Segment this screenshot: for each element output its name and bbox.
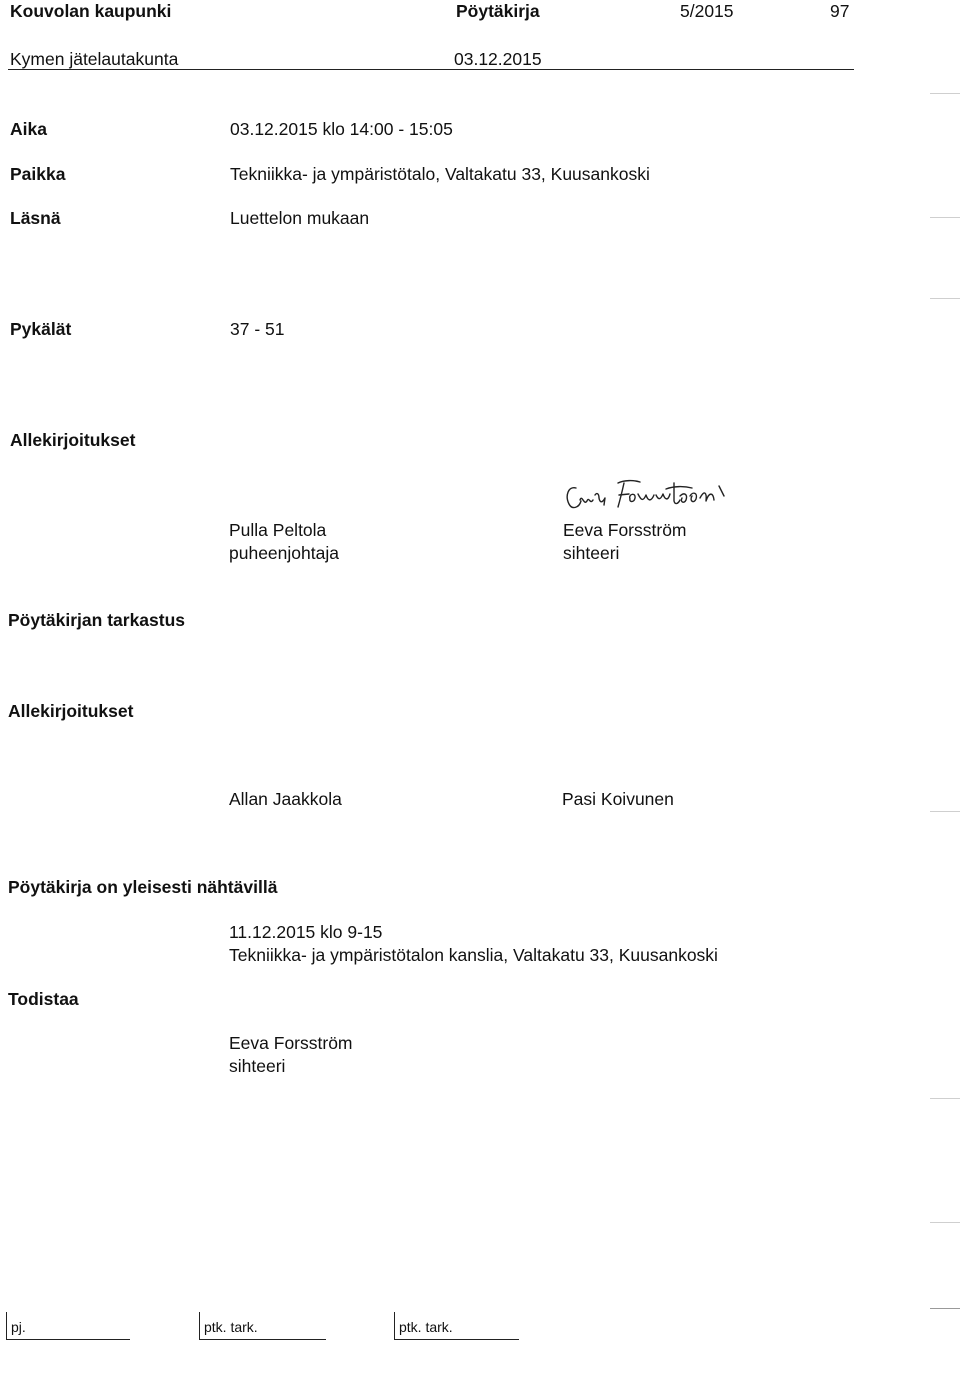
- footer-box-reviewer-1: [199, 1312, 326, 1340]
- time-label: Aika: [10, 119, 47, 139]
- secretary-name: Eeva Forsström: [563, 520, 687, 540]
- reviewer-1-name: Allan Jaakkola: [229, 789, 342, 809]
- scan-edge-mark: [930, 298, 960, 299]
- chair-name: Pulla Peltola: [229, 520, 327, 540]
- scan-edge-mark: [930, 217, 960, 218]
- scan-edge-mark: [930, 1222, 960, 1223]
- place-label: Paikka: [10, 164, 66, 184]
- sections-value: 37 - 51: [230, 319, 285, 339]
- secretary-role: sihteeri: [563, 543, 620, 563]
- scan-edge-mark: [930, 1098, 960, 1099]
- place-value: Tekniikka- ja ympäristötalo, Valtakatu 33, Kuusankoski: [230, 164, 650, 184]
- footer-box-chair-label: pj.: [11, 1319, 26, 1335]
- certify-role: sihteeri: [229, 1056, 286, 1076]
- header-rule: [8, 69, 854, 70]
- present-value: Luettelon mukaan: [230, 208, 370, 228]
- time-value: 03.12.2015 klo 14:00 - 15:05: [230, 119, 453, 139]
- document-date: 03.12.2015: [454, 49, 542, 69]
- page-number: 97: [830, 1, 850, 21]
- review-heading: Pöytäkirjan tarkastus: [8, 610, 186, 630]
- certify-name: Eeva Forsström: [229, 1033, 353, 1053]
- footer-box-reviewer-2-label: ptk. tark.: [399, 1319, 453, 1335]
- sections-label: Pykälät: [10, 319, 72, 339]
- chair-role: puheenjohtaja: [229, 543, 339, 563]
- footer-box-reviewer-1-label: ptk. tark.: [204, 1319, 258, 1335]
- review-signatures-heading: Allekirjoitukset: [8, 701, 134, 721]
- reviewer-2-name: Pasi Koivunen: [562, 789, 674, 809]
- organization-name: Kouvolan kaupunki: [10, 1, 172, 21]
- public-heading: Pöytäkirja on yleisesti nähtävillä: [8, 877, 278, 897]
- certify-label: Todistaa: [8, 989, 79, 1009]
- document-type: Pöytäkirja: [456, 1, 540, 21]
- committee-name: Kymen jätelautakunta: [10, 49, 179, 69]
- handwritten-signature: [562, 474, 792, 518]
- present-label: Läsnä: [10, 208, 61, 228]
- signatures-heading: Allekirjoitukset: [10, 430, 136, 450]
- public-location: Tekniikka- ja ympäristötalon kanslia, Valtakatu 33, Kuusankoski: [229, 945, 718, 965]
- public-date-time: 11.12.2015 klo 9-15: [229, 922, 383, 942]
- document-number: 5/2015: [680, 1, 734, 21]
- footer-box-reviewer-2: [394, 1312, 519, 1340]
- scan-edge-mark: [930, 811, 960, 812]
- footer-box-chair: [6, 1312, 130, 1340]
- scan-edge-mark: [930, 1308, 960, 1309]
- scan-edge-mark: [930, 93, 960, 94]
